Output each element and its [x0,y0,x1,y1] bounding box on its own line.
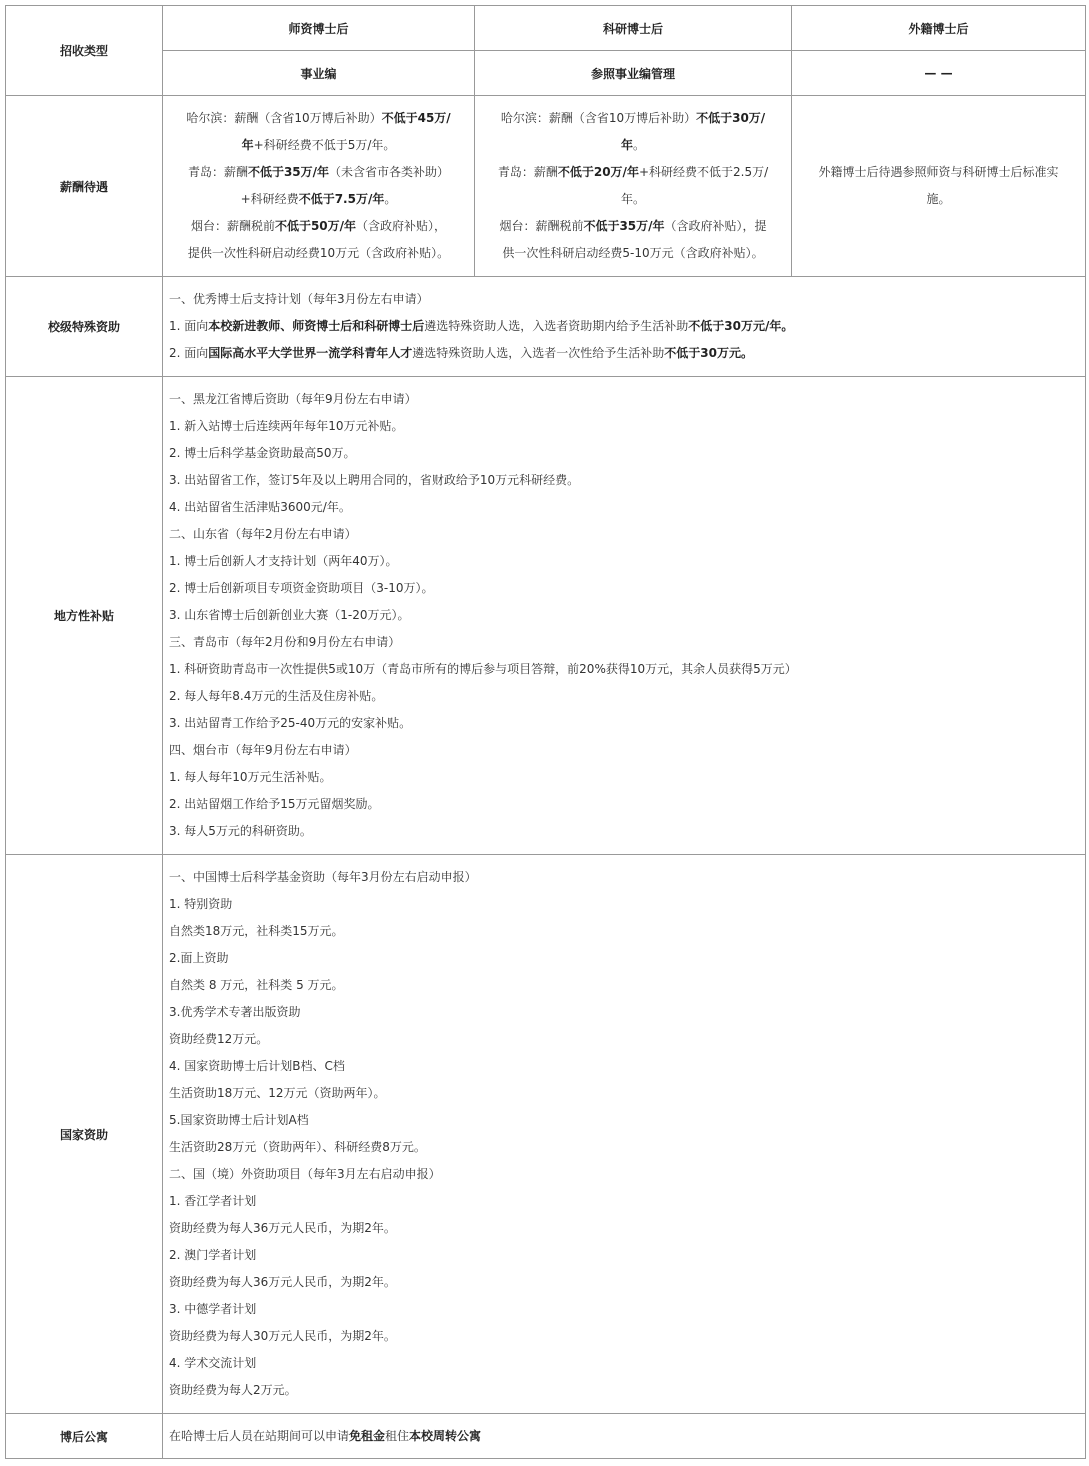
text-segment: 2. 面向 [169,346,209,360]
national-funding-line: 3.优秀学术专著出版资助 [169,1005,301,1019]
text-segment: 在哈博士后人员在站期间可以申请 [169,1428,350,1443]
salary-foreign-line: 施。 [926,192,951,206]
local-subsidy-line: 四、烟台市（每年9月份左右申请） [169,743,357,757]
emphasis-text: 不低于50万/年 [274,219,357,233]
text-segment: 1. 面向 [169,319,209,333]
national-funding-line: 资助经费为每人30万元人民币，为期2年。 [169,1329,396,1343]
text-segment: 青岛：薪酬 [497,165,558,179]
text-segment: 烟台：薪酬税前 [499,219,584,233]
emphasis-text: 不低于35万/年 [583,219,665,233]
school-funding-line [169,340,1079,367]
text-segment: 。 [384,192,397,206]
national-funding-line: 3. 中德学者计划 [169,1302,257,1316]
salary-research-line [481,105,785,132]
subtype-research: 参照事业编管理 [475,51,792,96]
local-subsidy-line: 3. 山东省博士后创新创业大赛（1-20万元）。 [169,608,410,622]
salary-foreign-cell [792,96,1086,277]
text-segment: +科研经费不低于5万/年。 [253,138,396,152]
text-segment: 烟台：薪酬税前 [190,219,275,233]
text-segment: 年。 [620,192,645,206]
local-subsidy-line: 1. 新入站博士后连续两年每年10万元补贴。 [169,419,404,433]
text-segment: 租住 [385,1428,410,1443]
col-header-research: 科研博士后 [475,6,792,51]
national-funding-line: 自然类 8 万元，社科类 5 万元。 [169,978,344,992]
col-header-teaching: 师资博士后 [163,6,475,51]
salary-research-line [481,213,785,240]
text-segment: （含政府补贴）， [356,219,447,233]
national-funding-label: 国家资助 [6,855,163,1414]
recruit-type-label: 招收类型 [6,6,163,96]
text-segment: （含政府补贴），提 [664,219,767,233]
text-segment: 一、优秀博士后支持计划（每年3月份左右申请） [169,292,429,306]
salary-research-line [481,186,785,213]
text-segment: 。 [633,138,646,152]
national-funding-line: 资助经费为每人36万元人民币，为期2年。 [169,1221,396,1235]
text-segment: 哈尔滨：薪酬（含省10万博后补助） [186,111,382,125]
emphasis-text: 年 [241,138,254,152]
national-funding-line: 资助经费为每人36万元人民币，为期2年。 [169,1275,396,1289]
local-subsidy-line: 三、青岛市（每年2月份和9月份左右申请） [169,635,401,649]
text-segment: 遴选特殊资助人选，入选者资助期内给予生活补助 [424,319,689,333]
local-subsidy-line: 二、山东省（每年2月份左右申请） [169,527,357,541]
emphasis-text: 不低于30万/ [696,111,766,125]
national-funding-line: 4. 学术交流计划 [169,1356,257,1370]
salary-teaching-line [169,240,468,267]
emphasis-text: 不低于35万/年 [247,165,330,179]
emphasis-text: 不低于20万/年 [557,165,639,179]
apartment-line [169,1423,1079,1450]
national-funding-line: 二、国（境）外资助项目（每年3月左右启动申报） [169,1167,441,1181]
emphasis-text: 不低于7.5万/年 [298,192,385,206]
emphasis-text: 年 [620,138,633,152]
national-funding-cell [163,855,1086,1414]
emphasis-text: 本校新进教师、师资博士后和科研博士后 [208,319,425,333]
national-funding-line: 2. 澳门学者计划 [169,1248,257,1262]
local-subsidy-line: 2. 每人每年8.4万元的生活及住房补贴。 [169,689,384,703]
local-subsidy-line: 1. 每人每年10万元生活补贴。 [169,770,332,784]
salary-teaching-line [169,105,468,132]
national-funding-line: 1. 特别资助 [169,897,233,911]
school-funding-line [169,286,1079,313]
salary-research-line [481,240,785,267]
emphasis-text: 国际高水平大学世界一流学科青年人才 [208,346,413,360]
salary-teaching-line [169,159,468,186]
salary-label: 薪酬待遇 [6,96,163,277]
apartment-label: 博后公寓 [6,1414,163,1459]
national-funding-line: 2.面上资助 [169,951,229,965]
local-subsidy-line: 4. 出站留省生活津贴3600元/年。 [169,500,351,514]
subtype-foreign: — — [792,51,1086,96]
local-subsidy-line: 3. 出站留青工作给予25-40万元的安家补贴。 [169,716,412,730]
local-subsidy-label: 地方性补贴 [6,377,163,855]
text-segment: +科研经费不低于2.5万/ [638,165,769,179]
text-segment: 哈尔滨：薪酬（含省10万博后补助） [500,111,697,125]
apartment-cell [163,1414,1086,1459]
local-subsidy-line: 2. 博士后科学基金资助最高50万。 [169,446,356,460]
salary-research-line [481,132,785,159]
national-funding-line: 生活资助28万元（资助两年）、科研经费8万元。 [169,1140,426,1154]
national-funding-line: 资助经费12万元。 [169,1032,269,1046]
local-subsidy-line: 3. 每人5万元的科研资助。 [169,824,312,838]
salary-teaching-line [169,213,468,240]
text-segment: 提供一次性科研启动经费10万元（含政府补贴）。 [187,246,450,260]
subtype-teaching: 事业编 [163,51,475,96]
local-subsidy-line: 3. 出站留省工作，签订5年及以上聘用合同的，省财政给予10万元科研经费。 [169,473,580,487]
emphasis-text: 不低于30万元。 [664,346,753,360]
emphasis-text: 不低于30万元/年。 [688,319,794,333]
salary-research-cell [475,96,792,277]
salary-teaching-line [169,186,468,213]
text-segment: +科研经费 [240,192,299,206]
national-funding-line: 5.国家资助博士后计划A档 [169,1113,309,1127]
local-subsidy-cell [163,377,1086,855]
school-funding-line [169,313,1079,340]
local-subsidy-line: 1. 博士后创新人才支持计划（两年40万）。 [169,554,398,568]
national-funding-line: 资助经费为每人2万元。 [169,1383,297,1397]
national-funding-line: 1. 香江学者计划 [169,1194,257,1208]
text-segment: （未含省市各类补助） [329,165,450,179]
salary-foreign-line: 外籍博士后待遇参照师资与科研博士后标准实 [818,165,1059,179]
local-subsidy-line: 2. 博士后创新项目专项资金资助项目（3-10万）。 [169,581,434,595]
national-funding-line: 自然类18万元，社科类15万元。 [169,924,344,938]
school-funding-label: 校级特殊资助 [6,277,163,377]
national-funding-line: 一、中国博士后科学基金资助（每年3月份左右启动申报） [169,870,477,884]
salary-teaching-cell [163,96,475,277]
col-header-foreign: 外籍博士后 [792,6,1086,51]
postdoc-benefits-table [5,5,1086,1459]
emphasis-text: 免租金 [349,1428,386,1443]
text-segment: 供一次性科研启动经费5-10万元（含政府补贴）。 [502,246,764,260]
school-funding-cell [163,277,1086,377]
local-subsidy-line: 一、黑龙江省博后资助（每年9月份左右申请） [169,392,417,406]
salary-teaching-line [169,132,468,159]
salary-research-line [481,159,785,186]
national-funding-line: 生活资助18万元、12万元（资助两年）。 [169,1086,386,1100]
local-subsidy-line: 1. 科研资助青岛市一次性提供5或10万（青岛市所有的博后参与项目答辩，前20%获得10万元，其余人员获得5万元） [169,662,797,676]
text-segment: 遴选特殊资助人选，入选者一次性给予生活补助 [412,346,665,360]
local-subsidy-line: 2. 出站留烟工作给予15万元留烟奖励。 [169,797,380,811]
emphasis-text: 不低于45万/ [381,111,451,125]
national-funding-line: 4. 国家资助博士后计划B档、C档 [169,1059,345,1073]
text-segment: 青岛：薪酬 [187,165,248,179]
emphasis-text: 本校周转公寓 [409,1428,482,1443]
